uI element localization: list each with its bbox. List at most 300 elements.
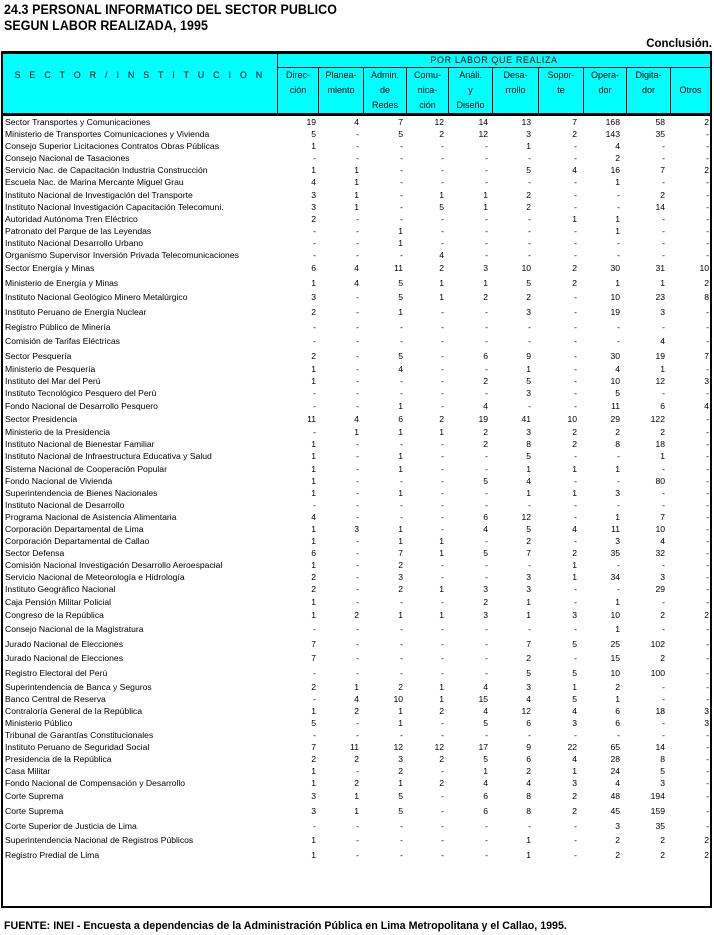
cell-value: 1: [354, 791, 359, 802]
table-row: [3, 535, 710, 547]
cell-value: 2: [526, 189, 531, 200]
cell-value: -: [574, 292, 577, 303]
row-label: Contraloría General de la República: [5, 705, 143, 716]
data-table: [1, 51, 712, 908]
cell-value: 1: [526, 463, 531, 474]
cell-value: -: [441, 511, 444, 522]
cell-value: 1: [526, 487, 531, 498]
column-header-line: Redes: [371, 100, 398, 110]
cell-value: -: [313, 321, 316, 332]
cell-value: 18: [655, 705, 665, 716]
cell-value: 1: [311, 475, 316, 486]
row-label: Servicio Nac. de Capacitación Industria Construcción: [5, 165, 208, 176]
cell-value: 1: [526, 835, 531, 846]
cell-value: -: [400, 653, 403, 664]
cell-value: -: [706, 653, 709, 664]
cell-value: 5: [483, 548, 488, 559]
cell-value: 11: [307, 413, 316, 424]
cell-value: 8: [526, 439, 531, 450]
cell-value: 4: [526, 475, 531, 486]
cell-value: -: [706, 766, 709, 777]
cell-value: -: [706, 596, 709, 607]
cell-value: 3: [660, 572, 665, 583]
table-row: [3, 765, 710, 777]
table-row: [3, 729, 710, 741]
cell-value: 1: [311, 560, 316, 571]
cell-value: -: [441, 560, 444, 571]
cell-value: 3: [354, 524, 359, 534]
cell-value: 6: [526, 717, 531, 728]
row-label: Escuela Nac. de Marina Mercante Miguel Grau: [5, 177, 184, 188]
cell-value: 2: [311, 306, 316, 317]
row-label: Superintendencia de Banca y Seguros: [5, 681, 152, 692]
cell-value: 30: [610, 263, 620, 274]
cell-value: 12: [478, 129, 488, 140]
cell-value: -: [313, 153, 316, 164]
cell-value: 4: [615, 778, 620, 789]
cell-value: 1: [398, 306, 403, 317]
cell-value: 2: [572, 439, 577, 450]
cell-value: -: [706, 463, 709, 474]
cell-value: 1: [615, 177, 620, 188]
cell-value: 9: [526, 350, 531, 361]
cell-value: 5: [483, 717, 488, 728]
cell-value: 2: [572, 129, 577, 140]
cell-value: -: [356, 213, 359, 224]
cell-value: -: [400, 499, 403, 510]
cell-value: 65: [610, 742, 620, 753]
cell-value: 3: [660, 306, 665, 317]
cell-value: 7: [704, 350, 709, 361]
cell-value: 1: [439, 609, 444, 620]
cell-value: 1: [526, 364, 531, 375]
table-row: [3, 789, 710, 804]
column-header-line: Digita-: [635, 70, 662, 80]
cell-value: 7: [660, 165, 665, 176]
cell-value: -: [356, 400, 359, 411]
cell-value: 4: [311, 177, 316, 188]
cell-value: 6: [615, 705, 620, 716]
cell-value: -: [706, 754, 709, 765]
cell-value: -: [313, 225, 316, 236]
row-label: Consejo Nacional de la Magistratura: [5, 624, 144, 635]
cell-value: 4: [660, 536, 665, 547]
cell-value: -: [617, 237, 620, 248]
cell-value: -: [441, 653, 444, 664]
cell-value: -: [574, 400, 577, 411]
cell-value: 4: [483, 778, 488, 789]
cell-value: 1: [572, 463, 577, 474]
cell-value: -: [485, 225, 488, 236]
cell-value: -: [485, 388, 488, 399]
cell-value: 4: [660, 336, 665, 347]
cell-value: -: [356, 487, 359, 498]
cell-value: 3: [615, 536, 620, 547]
table-row: [3, 412, 710, 427]
cell-value: -: [574, 511, 577, 522]
column-header: [364, 68, 407, 113]
row-label: Organismo Supervisor Inversión Privada Telecomunicaciones: [5, 250, 239, 261]
cell-value: 35: [655, 129, 665, 140]
cell-value: 2: [354, 778, 359, 789]
table-row: [3, 777, 710, 789]
cell-value: 16: [610, 165, 620, 176]
column-header: [584, 68, 627, 113]
cell-value: 7: [660, 511, 665, 522]
cell-value: 168: [605, 117, 620, 127]
cell-value: 1: [311, 487, 316, 498]
cell-value: 1: [311, 165, 316, 176]
column-header-line: Direc-: [286, 70, 310, 80]
title-line-1: 24.3 PERSONAL INFORMATICO DEL SECTOR PUBLICO: [4, 2, 337, 17]
cell-value: 2: [615, 681, 620, 692]
cell-value: -: [574, 153, 577, 164]
cell-value: -: [528, 560, 531, 571]
cell-value: 12: [655, 376, 665, 387]
cell-value: -: [706, 681, 709, 692]
cell-value: -: [706, 177, 709, 188]
table-row: [3, 438, 710, 450]
cell-value: 5: [398, 292, 403, 303]
cell-value: -: [313, 237, 316, 248]
cell-value: 1: [398, 717, 403, 728]
table-row: [3, 426, 710, 438]
row-label: Instituto Nacional de Infraestructura Educativa y Salud: [5, 451, 212, 462]
table-row: [3, 848, 710, 863]
cell-value: -: [400, 668, 403, 679]
cell-value: -: [485, 820, 488, 831]
cell-value: -: [662, 681, 665, 692]
cell-value: -: [706, 336, 709, 347]
cell-value: 194: [650, 791, 665, 802]
row-label: Patronato del Parque de las Leyendas: [5, 225, 152, 236]
cell-value: -: [356, 653, 359, 664]
cell-value: 1: [615, 624, 620, 635]
cell-value: 11: [611, 400, 620, 411]
cell-value: 2: [572, 263, 577, 274]
cell-value: 1: [615, 213, 620, 224]
cell-value: 5: [526, 165, 531, 176]
cell-value: -: [441, 766, 444, 777]
cell-value: 14: [655, 201, 665, 212]
cell-value: 1: [311, 778, 316, 789]
cell-value: 15: [610, 653, 620, 664]
cell-value: -: [441, 336, 444, 347]
cell-value: -: [356, 835, 359, 846]
cell-value: -: [528, 336, 531, 347]
cell-value: -: [706, 213, 709, 224]
cell-value: -: [574, 596, 577, 607]
cell-value: 1: [572, 681, 577, 692]
row-label: Registro Electoral del Perú: [5, 668, 108, 679]
column-header-line: Admin.: [370, 70, 399, 80]
cell-value: -: [662, 141, 665, 152]
cell-value: 19: [478, 413, 488, 424]
cell-value: 2: [311, 754, 316, 765]
cell-value: -: [441, 668, 444, 679]
cell-value: -: [441, 153, 444, 164]
cell-value: -: [574, 364, 577, 375]
cell-value: 2: [704, 849, 709, 860]
cell-value: 1: [439, 189, 444, 200]
cell-value: 17: [478, 742, 488, 753]
cell-value: 4: [354, 277, 359, 288]
cell-value: 5: [483, 475, 488, 486]
cell-value: 2: [354, 609, 359, 620]
row-label: Comisión de Tarifas Eléctricas: [5, 336, 120, 347]
cell-value: -: [574, 306, 577, 317]
cell-value: 2: [660, 835, 665, 846]
cell-value: 7: [526, 638, 531, 649]
table-row: [3, 375, 710, 387]
cell-value: -: [356, 237, 359, 248]
cell-value: -: [441, 499, 444, 510]
row-label: Instituto Peruano de Seguridad Social: [5, 742, 150, 753]
cell-value: 8: [660, 754, 665, 765]
cell-value: 4: [615, 141, 620, 152]
cell-value: -: [706, 153, 709, 164]
cell-value: 3: [660, 778, 665, 789]
row-label: Corte Superior de Justicia de Lima: [5, 820, 137, 831]
table-row: [3, 116, 710, 128]
cell-value: 12: [434, 742, 444, 753]
cell-value: 7: [572, 117, 577, 127]
cell-value: 1: [526, 596, 531, 607]
cell-value: 3: [704, 376, 709, 387]
row-label: Instituto del Mar del Perú: [5, 376, 101, 387]
cell-value: -: [356, 388, 359, 399]
row-label: Congreso de la República: [5, 609, 104, 620]
cell-value: -: [706, 584, 709, 595]
cell-value: -: [574, 376, 577, 387]
cell-value: -: [706, 668, 709, 679]
cell-value: -: [706, 511, 709, 522]
row-label: Fondo Nacional de Compensación y Desarrollo: [5, 778, 186, 789]
cell-value: 1: [311, 463, 316, 474]
cell-value: 6: [311, 548, 316, 559]
cell-value: 2: [398, 584, 403, 595]
table-row: [3, 400, 710, 412]
cell-value: -: [441, 730, 444, 740]
group-header: POR LABOR QUE REALIZA: [278, 54, 710, 68]
cell-value: 11: [350, 742, 359, 753]
cell-value: 13: [521, 117, 531, 127]
cell-value: -: [706, 548, 709, 559]
cell-value: -: [313, 400, 316, 411]
cell-value: 5: [439, 201, 444, 212]
column-header-line: Diseño: [456, 100, 485, 110]
cell-value: 5: [398, 350, 403, 361]
cell-value: -: [356, 624, 359, 635]
cell-value: -: [356, 584, 359, 595]
row-label: Sistema Nacional de Cooperación Popular: [5, 463, 167, 474]
cell-value: 12: [393, 742, 403, 753]
cell-value: -: [356, 596, 359, 607]
cell-value: -: [441, 820, 444, 831]
table-row: [3, 249, 710, 261]
cell-value: 1: [660, 364, 665, 375]
row-label: Caja Pensión Militar Policial: [5, 596, 112, 607]
cell-value: 1: [354, 177, 359, 188]
cell-value: 2: [526, 766, 531, 777]
cell-value: -: [706, 536, 709, 547]
table-row: [3, 741, 710, 753]
cell-value: 10: [393, 693, 403, 704]
cell-value: 1: [311, 141, 316, 152]
cell-value: 159: [650, 806, 665, 817]
cell-value: -: [441, 350, 444, 361]
cell-value: -: [574, 237, 577, 248]
cell-value: -: [528, 225, 531, 236]
row-label: Instituto Nacional de Bienestar Familiar: [5, 439, 155, 450]
cell-value: 5: [398, 791, 403, 802]
cell-value: -: [662, 730, 665, 740]
cell-value: 3: [311, 189, 316, 200]
table-row: [3, 128, 710, 140]
cell-value: 3: [704, 717, 709, 728]
cell-value: -: [400, 849, 403, 860]
row-label: Sector Pesquería: [5, 350, 72, 361]
cell-value: 48: [610, 791, 620, 802]
cell-value: -: [662, 388, 665, 399]
cell-value: -: [662, 153, 665, 164]
cell-value: 6: [615, 717, 620, 728]
cell-value: 12: [521, 511, 531, 522]
cell-value: -: [441, 165, 444, 176]
cell-value: 18: [655, 439, 665, 450]
sector-header-label: S E C T O R / I N S T I T U C I O N: [14, 70, 266, 80]
row-label: Casa Militar: [5, 766, 51, 777]
cell-value: 1: [311, 596, 316, 607]
cell-value: 1: [311, 835, 316, 846]
cell-value: -: [356, 376, 359, 387]
cell-value: 2: [311, 584, 316, 595]
column-header-line: te: [557, 85, 565, 95]
cell-value: 1: [311, 705, 316, 716]
cell-value: -: [485, 463, 488, 474]
row-label: Ministerio de Pesquería: [5, 364, 96, 375]
table-row: [3, 487, 710, 499]
table-row: [3, 387, 710, 399]
column-header-line: ción: [289, 85, 307, 95]
cell-value: 1: [311, 439, 316, 450]
cell-value: 10: [610, 292, 620, 303]
cell-value: -: [400, 596, 403, 607]
cell-value: 1: [354, 201, 359, 212]
cell-value: 2: [439, 754, 444, 765]
cell-value: -: [313, 388, 316, 399]
table-row: [3, 804, 710, 819]
cell-value: -: [662, 487, 665, 498]
cell-value: 1: [398, 451, 403, 462]
column-header-line: Planea-: [325, 70, 357, 80]
cell-value: -: [441, 439, 444, 450]
cell-value: 1: [439, 427, 444, 438]
cell-value: -: [574, 730, 577, 740]
cell-value: -: [400, 511, 403, 522]
cell-value: 1: [398, 536, 403, 547]
table-row: [3, 225, 710, 237]
column-header-line: dor: [641, 85, 655, 95]
cell-value: -: [313, 336, 316, 347]
cell-value: 1: [615, 225, 620, 236]
cell-value: -: [617, 475, 620, 486]
cell-value: -: [485, 849, 488, 860]
cell-value: -: [485, 499, 488, 510]
cell-value: 6: [526, 754, 531, 765]
cell-value: 5: [483, 754, 488, 765]
cell-value: -: [528, 400, 531, 411]
cell-value: 2: [398, 560, 403, 571]
cell-value: -: [356, 849, 359, 860]
cell-value: -: [400, 376, 403, 387]
source-note: FUENTE: INEI - Encuesta a dependencias de la Administración Pública en Lima Metropolitana y el Callao, 1995.: [4, 920, 567, 932]
table-row: [3, 717, 710, 729]
cell-value: -: [441, 835, 444, 846]
table-row: [3, 571, 710, 583]
cell-value: 122: [650, 413, 665, 424]
cell-value: -: [574, 499, 577, 510]
table-row: [3, 608, 710, 623]
row-label: Jurado Nacional de Elecciones: [5, 638, 123, 649]
row-label: Ministerio de la Presidencia: [5, 427, 111, 438]
cell-value: 1: [311, 609, 316, 620]
cell-value: 2: [572, 806, 577, 817]
cell-value: 1: [311, 277, 316, 288]
cell-value: 1: [572, 766, 577, 777]
cell-value: -: [574, 475, 577, 486]
cell-value: 1: [615, 693, 620, 704]
cell-value: 1: [439, 536, 444, 547]
table-row: [3, 261, 710, 276]
cell-value: -: [485, 638, 488, 649]
column-header-line: rrollo: [505, 85, 526, 95]
cell-value: 28: [610, 754, 620, 765]
cell-value: -: [706, 742, 709, 753]
cell-value: -: [706, 638, 709, 649]
cell-value: 8: [526, 791, 531, 802]
table-row: [3, 140, 710, 152]
cell-value: -: [441, 463, 444, 474]
cell-value: -: [574, 350, 577, 361]
cell-value: 1: [398, 225, 403, 236]
table-row: [3, 681, 710, 693]
cell-value: 2: [572, 277, 577, 288]
cell-value: 41: [521, 413, 531, 424]
cell-value: -: [356, 668, 359, 679]
cell-value: 7: [398, 548, 403, 559]
cell-value: -: [617, 321, 620, 332]
cell-value: 6: [311, 263, 316, 274]
cell-value: 6: [483, 791, 488, 802]
cell-value: -: [574, 189, 577, 200]
cell-value: 1: [354, 427, 359, 438]
cell-value: -: [662, 321, 665, 332]
row-label: Ministerio de Transportes Comunicaciones y Vivienda: [5, 129, 210, 140]
cell-value: 29: [655, 584, 665, 595]
cell-value: 8: [704, 292, 709, 303]
cell-value: 5: [572, 693, 577, 704]
cell-value: 1: [311, 536, 316, 547]
cell-value: 4: [483, 400, 488, 411]
cell-value: -: [706, 225, 709, 236]
cell-value: -: [485, 250, 488, 261]
cell-value: 1: [311, 766, 316, 777]
cell-value: 2: [526, 201, 531, 212]
cell-value: 2: [526, 653, 531, 664]
cell-value: 2: [526, 292, 531, 303]
table-row: [3, 320, 710, 335]
